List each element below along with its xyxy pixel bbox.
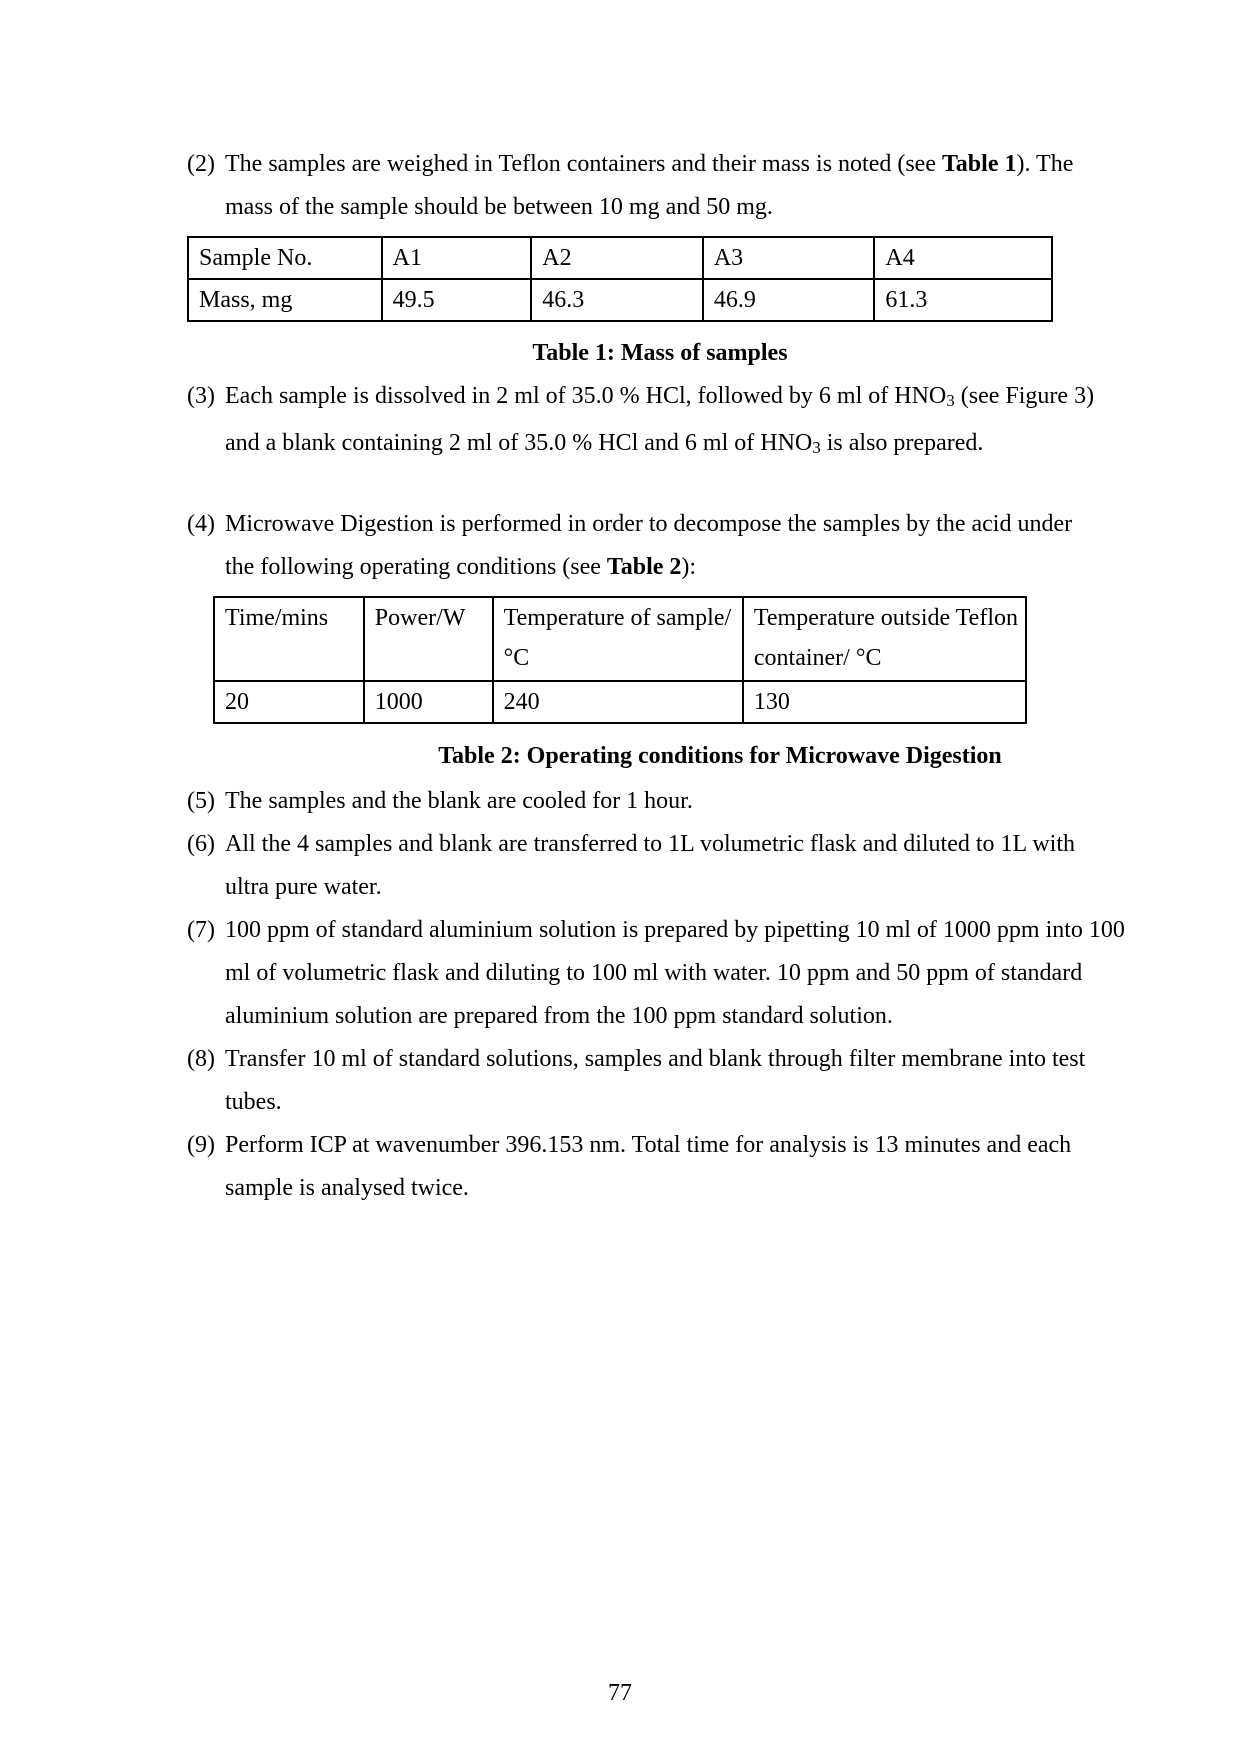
list-item-8 bbox=[187, 1038, 1107, 1124]
table-cell: 240 bbox=[493, 681, 743, 723]
item-text: Transfer 10 ml of standard solutions, samples and blank through filter membrane into test tubes. bbox=[225, 1046, 1086, 1115]
table-cell: 61.3 bbox=[874, 279, 1052, 321]
item-number: (4) bbox=[187, 511, 215, 537]
item-text bbox=[225, 375, 1107, 469]
table-cell: A1 bbox=[382, 237, 532, 279]
item-text-part: is also prepared. bbox=[820, 430, 984, 456]
item-text bbox=[225, 503, 1107, 589]
list-item-2 bbox=[187, 143, 1107, 229]
table-cell: Sample No. bbox=[188, 237, 382, 279]
table-cell: 46.3 bbox=[531, 279, 703, 321]
table-cell: 49.5 bbox=[382, 279, 532, 321]
item-number: (6) bbox=[187, 831, 215, 857]
item-text-part: ). The mass of the sample should be between 10 mg and 50 mg. bbox=[225, 151, 1074, 220]
item-number: (3) bbox=[187, 383, 215, 409]
list-item-4 bbox=[187, 503, 1107, 589]
item-text-part: ): bbox=[681, 554, 697, 580]
item-number: (5) bbox=[187, 788, 215, 814]
item-number: (2) bbox=[187, 151, 215, 177]
item-text-part: The samples are weighed in Teflon containers and their mass is noted (see bbox=[225, 151, 942, 177]
table-cell: Time/mins bbox=[214, 597, 364, 681]
table-header-row bbox=[214, 597, 1026, 681]
list-item-9 bbox=[187, 1124, 1107, 1210]
item-number: (8) bbox=[187, 1046, 215, 1072]
item-text: 100 ppm of standard aluminium solution is prepared by pipetting 10 ml of 1000 ppm into 100 ml of volumetric flask and diluting to 100 ml with water. 10 ppm and 50 ppm of standard aluminium solution are prepared from the 100 ppm standard solution. bbox=[225, 917, 1125, 1029]
table-cell: Power/W bbox=[364, 597, 493, 681]
table-cell: A4 bbox=[874, 237, 1052, 279]
subscript: 3 bbox=[812, 438, 821, 457]
item-text-part: Each sample is dissolved in 2 ml of 35.0 % HCl, followed by 6 ml of HNO bbox=[225, 383, 947, 409]
item-text-part: Microwave Digestion is performed in order to decompose the samples by the acid under the following operating conditions (see bbox=[225, 511, 1073, 580]
table-2-caption: Table 2: Operating conditions for Microwave Digestion bbox=[438, 743, 1002, 769]
table-cell: Mass, mg bbox=[188, 279, 382, 321]
item-text bbox=[225, 143, 1107, 229]
page-number: 77 bbox=[608, 1680, 632, 1706]
list-item-7 bbox=[187, 909, 1127, 1038]
list-item-5 bbox=[187, 780, 1107, 823]
table-row bbox=[214, 681, 1026, 723]
item-text: All the 4 samples and blank are transferred to 1L volumetric flask and diluted to 1L with ultra pure water. bbox=[225, 831, 1075, 900]
table-cell: 1000 bbox=[364, 681, 493, 723]
table-row bbox=[188, 279, 1052, 321]
table-header-row bbox=[188, 237, 1052, 279]
subscript: 3 bbox=[946, 391, 955, 410]
table-reference: Table 1 bbox=[942, 151, 1017, 177]
operating-conditions-table bbox=[213, 596, 1027, 724]
table-cell: 20 bbox=[214, 681, 364, 723]
item-text: Perform ICP at wavenumber 396.153 nm. Total time for analysis is 13 minutes and each sample is analysed twice. bbox=[225, 1132, 1072, 1201]
item-number: (7) bbox=[187, 917, 215, 943]
table-cell: A3 bbox=[703, 237, 875, 279]
list-item-3 bbox=[187, 375, 1107, 469]
item-text: The samples and the blank are cooled for 1 hour. bbox=[225, 788, 693, 814]
item-text-part: (see Figure 3) and a blank containing 2 ml of 35.0 % HCl and 6 ml of HNO bbox=[225, 383, 1095, 456]
table-1-caption: Table 1: Mass of samples bbox=[532, 340, 788, 366]
table-cell: A2 bbox=[531, 237, 703, 279]
table-cell: Temperature outside Teflon container/ °C bbox=[743, 597, 1026, 681]
mass-table bbox=[187, 236, 1053, 322]
list-item-6 bbox=[187, 823, 1107, 909]
table-cell: 130 bbox=[743, 681, 1026, 723]
table-cell: Temperature of sample/ °C bbox=[493, 597, 743, 681]
item-number: (9) bbox=[187, 1132, 215, 1158]
table-cell: 46.9 bbox=[703, 279, 875, 321]
table-reference: Table 2 bbox=[606, 554, 682, 580]
